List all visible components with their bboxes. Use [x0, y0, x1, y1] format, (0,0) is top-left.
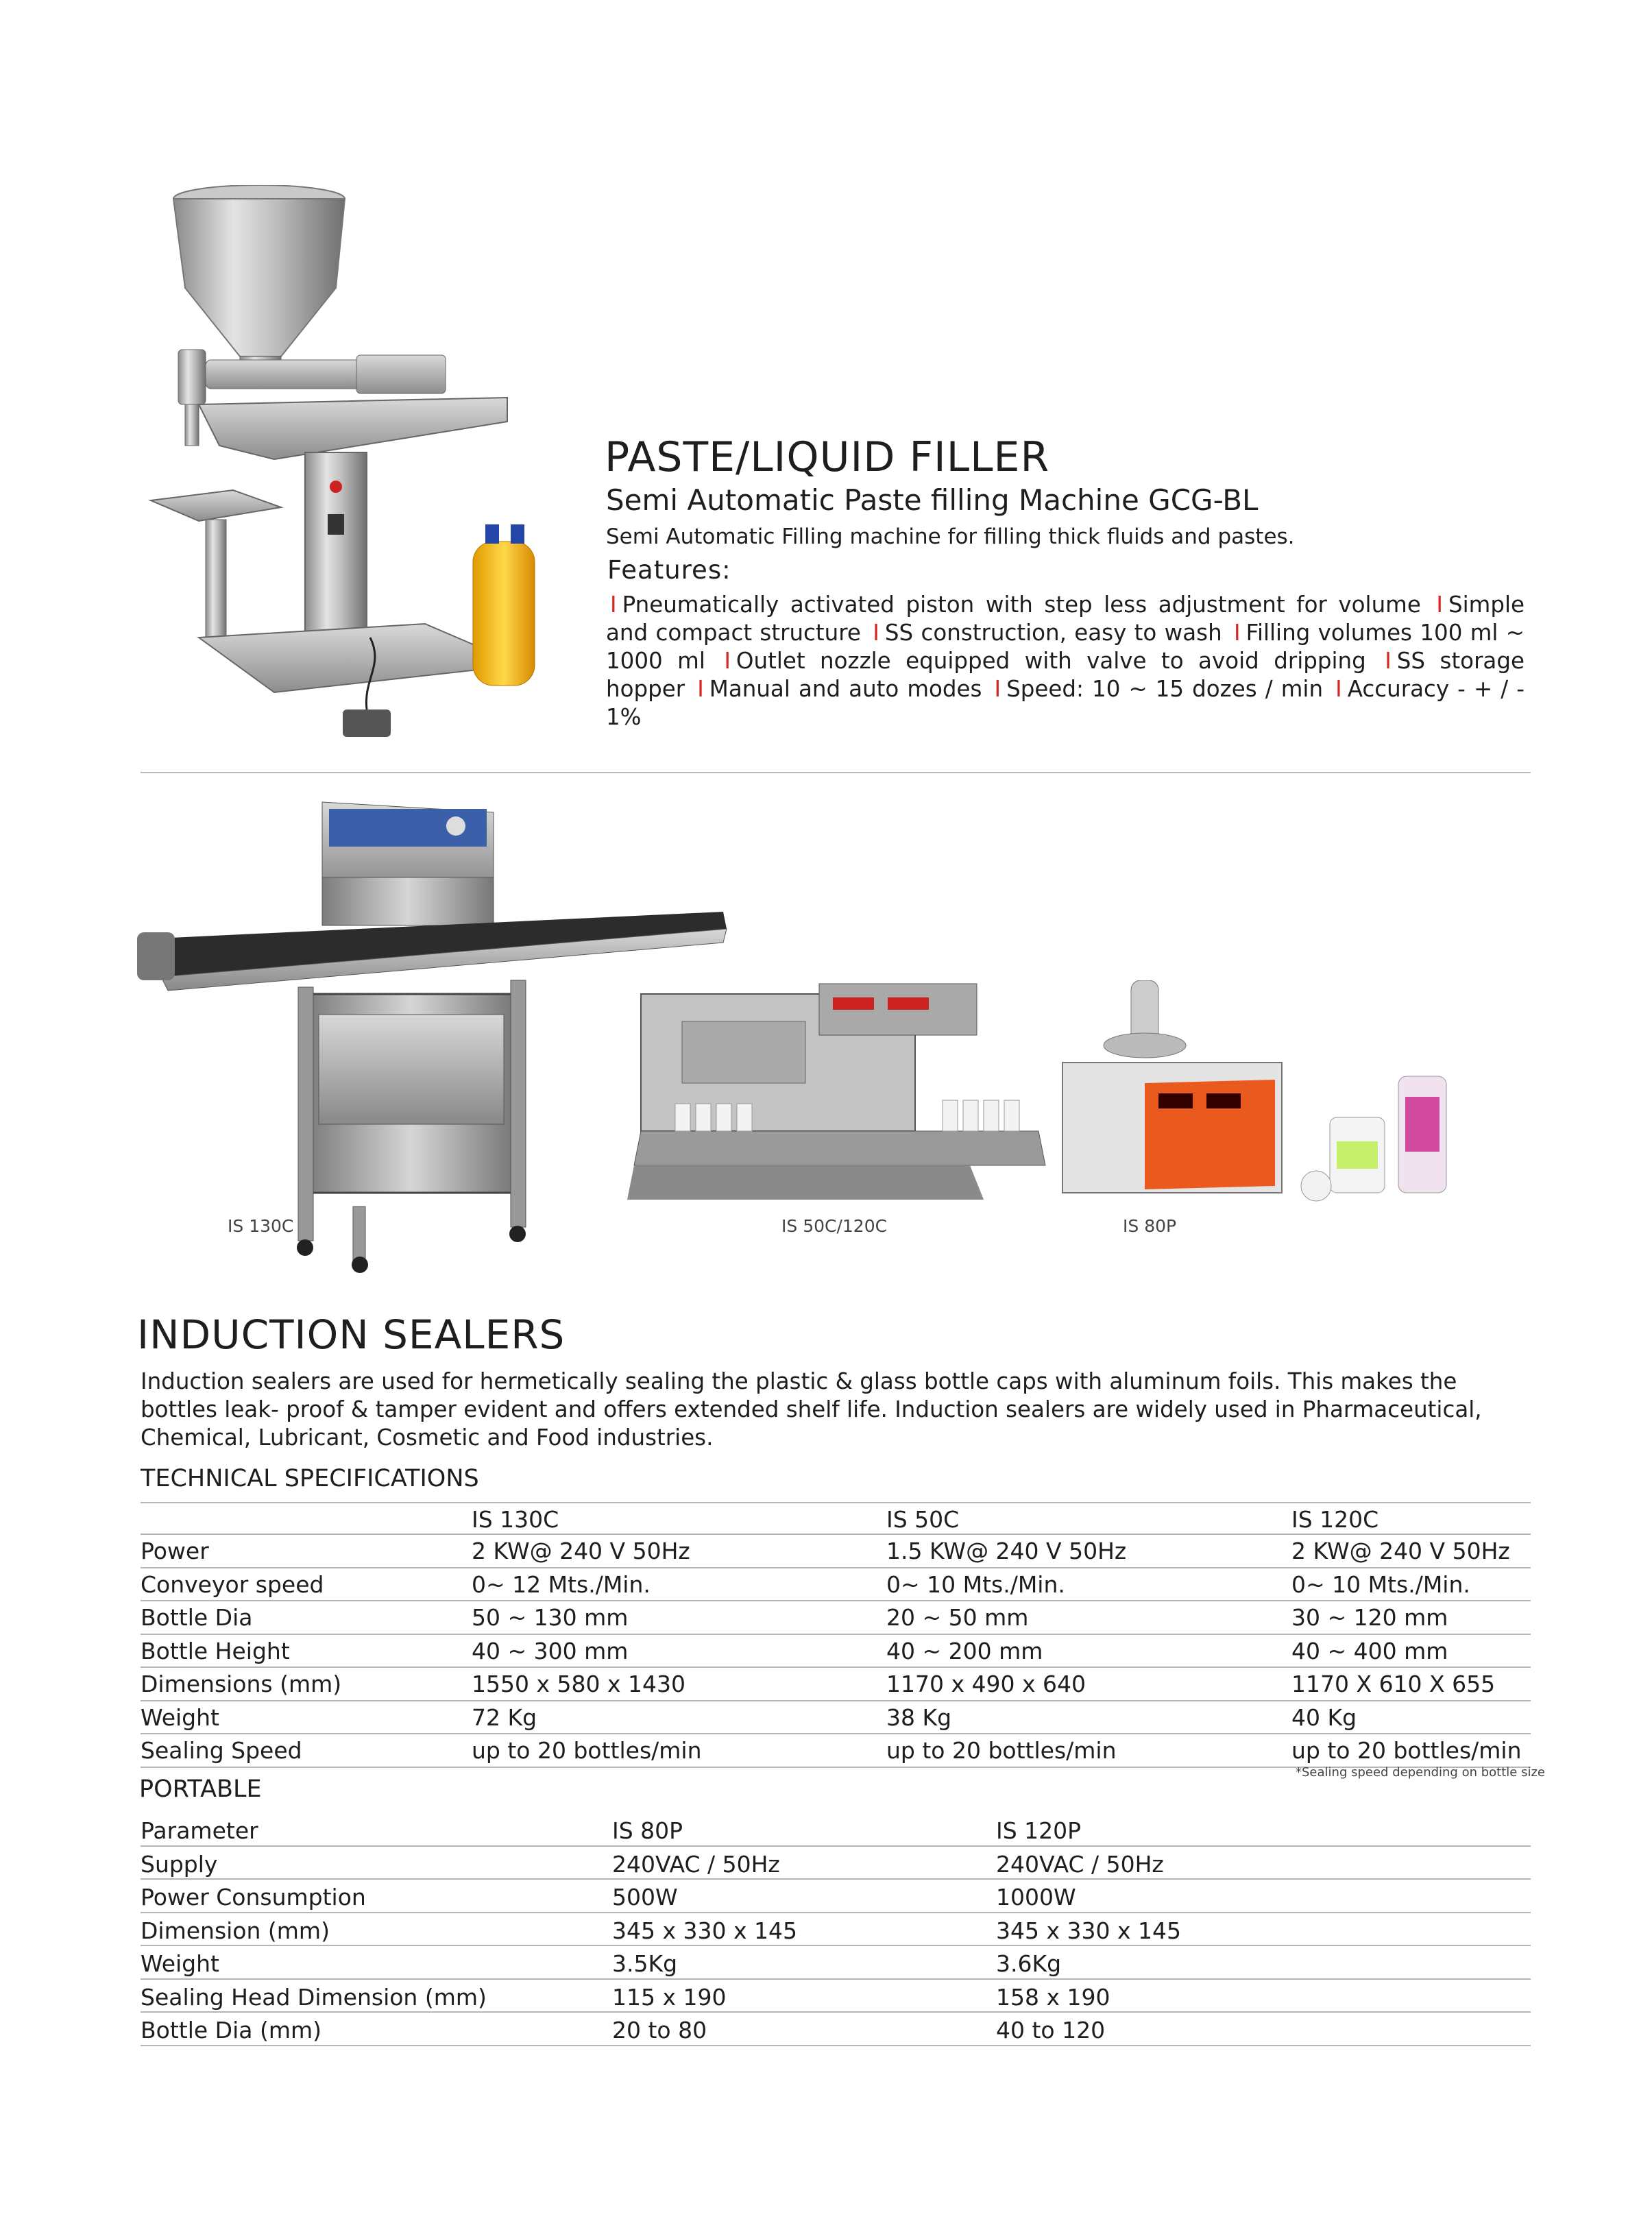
table-cell: 0~ 12 Mts./Min. [472, 1571, 651, 1598]
feature-separator: I [697, 676, 704, 702]
table-cell: 72 Kg [472, 1703, 537, 1731]
feature-separator: I [1385, 648, 1392, 674]
caption-is130c: IS 130C [228, 1216, 294, 1236]
table-row [141, 1701, 1531, 1735]
table-cell: 3.6Kg [996, 1950, 1062, 1977]
table-cell: 240VAC / 50Hz [612, 1850, 780, 1878]
feature-item: Filling volumes 100 ml ~ 1000 ml [606, 620, 1525, 674]
table-row [141, 1635, 1531, 1669]
table-cell: Bottle Dia [141, 1604, 253, 1631]
induction-sealers-title: INDUCTION SEALERS [137, 1311, 566, 1358]
table-header-cell: IS 120C [1291, 1506, 1379, 1533]
table-row [141, 1568, 1531, 1602]
table-cell: Weight [141, 1703, 219, 1731]
table-cell: 50 ~ 130 mm [472, 1604, 629, 1631]
tech-spec-table [141, 1502, 1531, 1768]
table-cell: Sealing Head Dimension (mm) [141, 1983, 487, 2011]
table-cell: Sealing Speed [141, 1737, 302, 1764]
table-header-cell: IS 80P [612, 1817, 683, 1844]
tech-spec-title: TECHNICAL SPECIFICATIONS [141, 1465, 479, 1492]
table-cell: up to 20 bottles/min [886, 1737, 1117, 1764]
caption-is50c-120c: IS 50C/120C [781, 1216, 888, 1236]
filler-subtitle: Semi Automatic Paste filling Machine GCG-BL [606, 483, 1259, 517]
table-row [141, 1880, 1531, 1913]
feature-item: Outlet nozzle equipped with valve to avoid dripping [736, 648, 1366, 674]
table-header-row [141, 1502, 1531, 1535]
feature-item: Manual and auto modes [709, 676, 982, 702]
table-header-row [141, 1813, 1531, 1847]
table-cell: 158 x 190 [996, 1983, 1110, 2011]
table-cell: Bottle Dia (mm) [141, 2017, 321, 2044]
table-cell: 345 x 330 x 145 [612, 1917, 797, 1944]
table-row [141, 1946, 1531, 1980]
filler-description: Semi Automatic Filling machine for filling thick fluids and pastes. [606, 524, 1295, 549]
table-cell: up to 20 bottles/min [472, 1737, 702, 1764]
features-label: Features: [607, 555, 731, 585]
feature-separator: I [610, 592, 617, 618]
table-row [141, 1601, 1531, 1635]
filler-title: PASTE/LIQUID FILLER [605, 433, 1050, 481]
table-cell: 240VAC / 50Hz [996, 1850, 1164, 1878]
sealer-is50c-image [627, 980, 1052, 1206]
feature-item: SS storage hopper [606, 648, 1525, 702]
table-cell: Bottle Height [141, 1637, 290, 1664]
feature-item: Pneumatically activated piston with step less adjustment for volume [622, 592, 1421, 618]
table-cell: Conveyor speed [141, 1571, 324, 1598]
table-cell: 1170 X 610 X 655 [1291, 1671, 1496, 1697]
feature-separator: I [724, 648, 731, 674]
table-row [141, 1847, 1531, 1880]
table-cell: 0~ 10 Mts./Min. [1291, 1571, 1470, 1598]
table-row [141, 1668, 1531, 1701]
table-row [141, 1980, 1531, 2013]
features-list [606, 591, 1525, 731]
portable-spec-table [141, 1813, 1531, 2046]
table-cell: 40 Kg [1291, 1703, 1357, 1731]
sealing-speed-footnote: *Sealing speed depending on bottle size [1296, 1765, 1545, 1780]
table-cell: Dimensions (mm) [141, 1671, 342, 1697]
table-header-cell: IS 130C [472, 1506, 559, 1533]
paste-filler-machine-image [137, 185, 548, 754]
table-cell: 1170 x 490 x 640 [886, 1671, 1086, 1697]
feature-separator: I [1234, 620, 1241, 646]
table-cell: 1.5 KW@ 240 V 50Hz [886, 1538, 1127, 1564]
table-cell: Power Consumption [141, 1884, 366, 1911]
table-cell: up to 20 bottles/min [1291, 1737, 1522, 1764]
feature-item: SS construction, easy to wash [884, 620, 1222, 646]
table-row [141, 1535, 1531, 1568]
table-cell: 115 x 190 [612, 1983, 727, 2011]
table-cell: 345 x 330 x 145 [996, 1917, 1181, 1944]
table-cell: 500W [612, 1884, 678, 1911]
table-cell: 2 KW@ 240 V 50Hz [472, 1538, 690, 1564]
table-cell: 40 ~ 300 mm [472, 1637, 629, 1664]
portable-title: PORTABLE [139, 1775, 262, 1803]
table-row [141, 2013, 1531, 2046]
induction-sealers-description: Induction sealers are used for hermetically sealing the plastic & glass bottle caps with aluminum foils. This makes the bottles leak- proof & tamper evident and offers extended shelf life. Induction sealers are widely used in Pharmaceutical, Chemical, Lubricant, Cosmetic and Food industries. [141, 1368, 1482, 1451]
table-cell: 40 ~ 400 mm [1291, 1637, 1448, 1664]
table-header-cell: Parameter [141, 1817, 258, 1844]
table-cell: 40 ~ 200 mm [886, 1637, 1043, 1664]
table-cell: Power [141, 1538, 209, 1564]
table-cell: 2 KW@ 240 V 50Hz [1291, 1538, 1510, 1564]
table-cell: 1000W [996, 1884, 1076, 1911]
table-cell: 0~ 10 Mts./Min. [886, 1571, 1065, 1598]
table-cell: 1550 x 580 x 1430 [472, 1671, 685, 1697]
feature-separator: I [1335, 676, 1342, 702]
feature-separator: I [1436, 592, 1443, 618]
table-cell: 40 to 120 [996, 2017, 1106, 2044]
feature-item: Accuracy - + / - 1% [606, 676, 1525, 730]
table-cell: 3.5Kg [612, 1950, 678, 1977]
section-divider [141, 772, 1531, 773]
table-cell: 20 ~ 50 mm [886, 1604, 1029, 1631]
feature-separator: I [994, 676, 1001, 702]
table-cell: Supply [141, 1850, 218, 1878]
caption-is80p: IS 80P [1123, 1216, 1177, 1236]
table-row [141, 1913, 1531, 1947]
table-cell: 30 ~ 120 mm [1291, 1604, 1448, 1631]
table-cell: 20 to 80 [612, 2017, 707, 2044]
sealer-is80p-image [1056, 980, 1535, 1206]
table-row [141, 1734, 1531, 1768]
table-cell: 38 Kg [886, 1703, 952, 1731]
feature-item: Speed: 10 ~ 15 dozes / min [1006, 676, 1324, 702]
table-cell: Weight [141, 1950, 219, 1977]
feature-item: Simple and compact structure [606, 592, 1525, 646]
table-cell: Dimension (mm) [141, 1917, 330, 1944]
feature-separator: I [873, 620, 879, 646]
table-header-cell: IS 50C [886, 1506, 960, 1533]
table-header-cell: IS 120P [996, 1817, 1082, 1844]
